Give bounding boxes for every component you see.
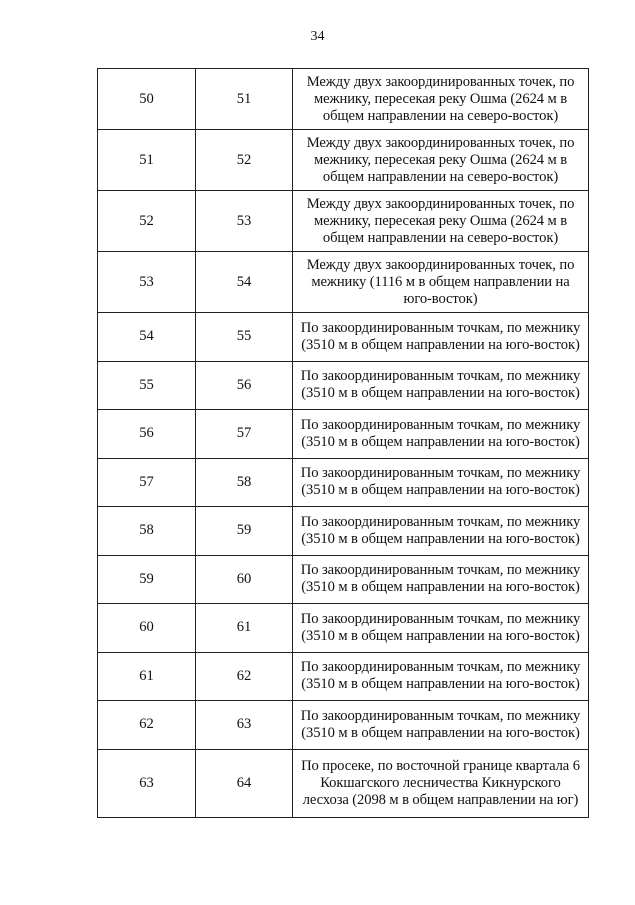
to-point-cell: 61 [196,604,293,653]
to-point-cell: 64 [196,749,293,817]
table-row [98,749,589,817]
from-point-cell: 61 [98,652,196,701]
from-point-cell: 53 [98,252,196,313]
to-point-cell: 51 [196,69,293,130]
boundary-table [97,68,589,818]
from-point-cell: 60 [98,604,196,653]
description-cell: Между двух закоординированных точек, по межнику (1116 м в общем направлении на юго-восток) [293,252,589,313]
description-cell: По закоординированным точкам, по межнику (3510 м в общем направлении на юго-восток) [293,555,589,604]
table-row [98,252,589,313]
to-point-cell: 62 [196,652,293,701]
description-cell: По закоординированным точкам, по межнику (3510 м в общем направлении на юго-восток) [293,507,589,556]
table-row [98,191,589,252]
from-point-cell: 52 [98,191,196,252]
from-point-cell: 54 [98,313,196,362]
description-cell: По закоординированным точкам, по межнику (3510 м в общем направлении на юго-восток) [293,410,589,459]
table-row [98,130,589,191]
table-row [98,69,589,130]
description-cell: Между двух закоординированных точек, по межнику, пересекая реку Ошма (2624 м в общем направлении на северо-восток) [293,69,589,130]
table-row [98,604,589,653]
from-point-cell: 56 [98,410,196,459]
description-cell: Между двух закоординированных точек, по межнику, пересекая реку Ошма (2624 м в общем направлении на северо-восток) [293,191,589,252]
description-cell: По закоординированным точкам, по межнику (3510 м в общем направлении на юго-восток) [293,701,589,750]
description-cell: По закоординированным точкам, по межнику (3510 м в общем направлении на юго-восток) [293,652,589,701]
table-row [98,652,589,701]
to-point-cell: 59 [196,507,293,556]
table-row [98,361,589,410]
from-point-cell: 55 [98,361,196,410]
from-point-cell: 58 [98,507,196,556]
table-row [98,701,589,750]
from-point-cell: 59 [98,555,196,604]
table-row [98,410,589,459]
to-point-cell: 63 [196,701,293,750]
from-point-cell: 62 [98,701,196,750]
table-row [98,458,589,507]
description-cell: По закоординированным точкам, по межнику (3510 м в общем направлении на юго-восток) [293,604,589,653]
description-cell: По закоординированным точкам, по межнику (3510 м в общем направлении на юго-восток) [293,361,589,410]
to-point-cell: 53 [196,191,293,252]
page-number: 34 [310,29,325,44]
to-point-cell: 56 [196,361,293,410]
description-cell: По просеке, по восточной границе квартала 6 Кокшагского лесничества Кикнурского лесхоза (2098 м в общем направлении на юг) [293,749,589,817]
to-point-cell: 52 [196,130,293,191]
from-point-cell: 57 [98,458,196,507]
table-row [98,507,589,556]
description-cell: По закоординированным точкам, по межнику (3510 м в общем направлении на юго-восток) [293,458,589,507]
description-cell: Между двух закоординированных точек, по межнику, пересекая реку Ошма (2624 м в общем направлении на северо-восток) [293,130,589,191]
to-point-cell: 54 [196,252,293,313]
to-point-cell: 55 [196,313,293,362]
to-point-cell: 60 [196,555,293,604]
from-point-cell: 51 [98,130,196,191]
from-point-cell: 50 [98,69,196,130]
description-cell: По закоординированным точкам, по межнику (3510 м в общем направлении на юго-восток) [293,313,589,362]
to-point-cell: 57 [196,410,293,459]
from-point-cell: 63 [98,749,196,817]
table-row [98,313,589,362]
table-row [98,555,589,604]
to-point-cell: 58 [196,458,293,507]
